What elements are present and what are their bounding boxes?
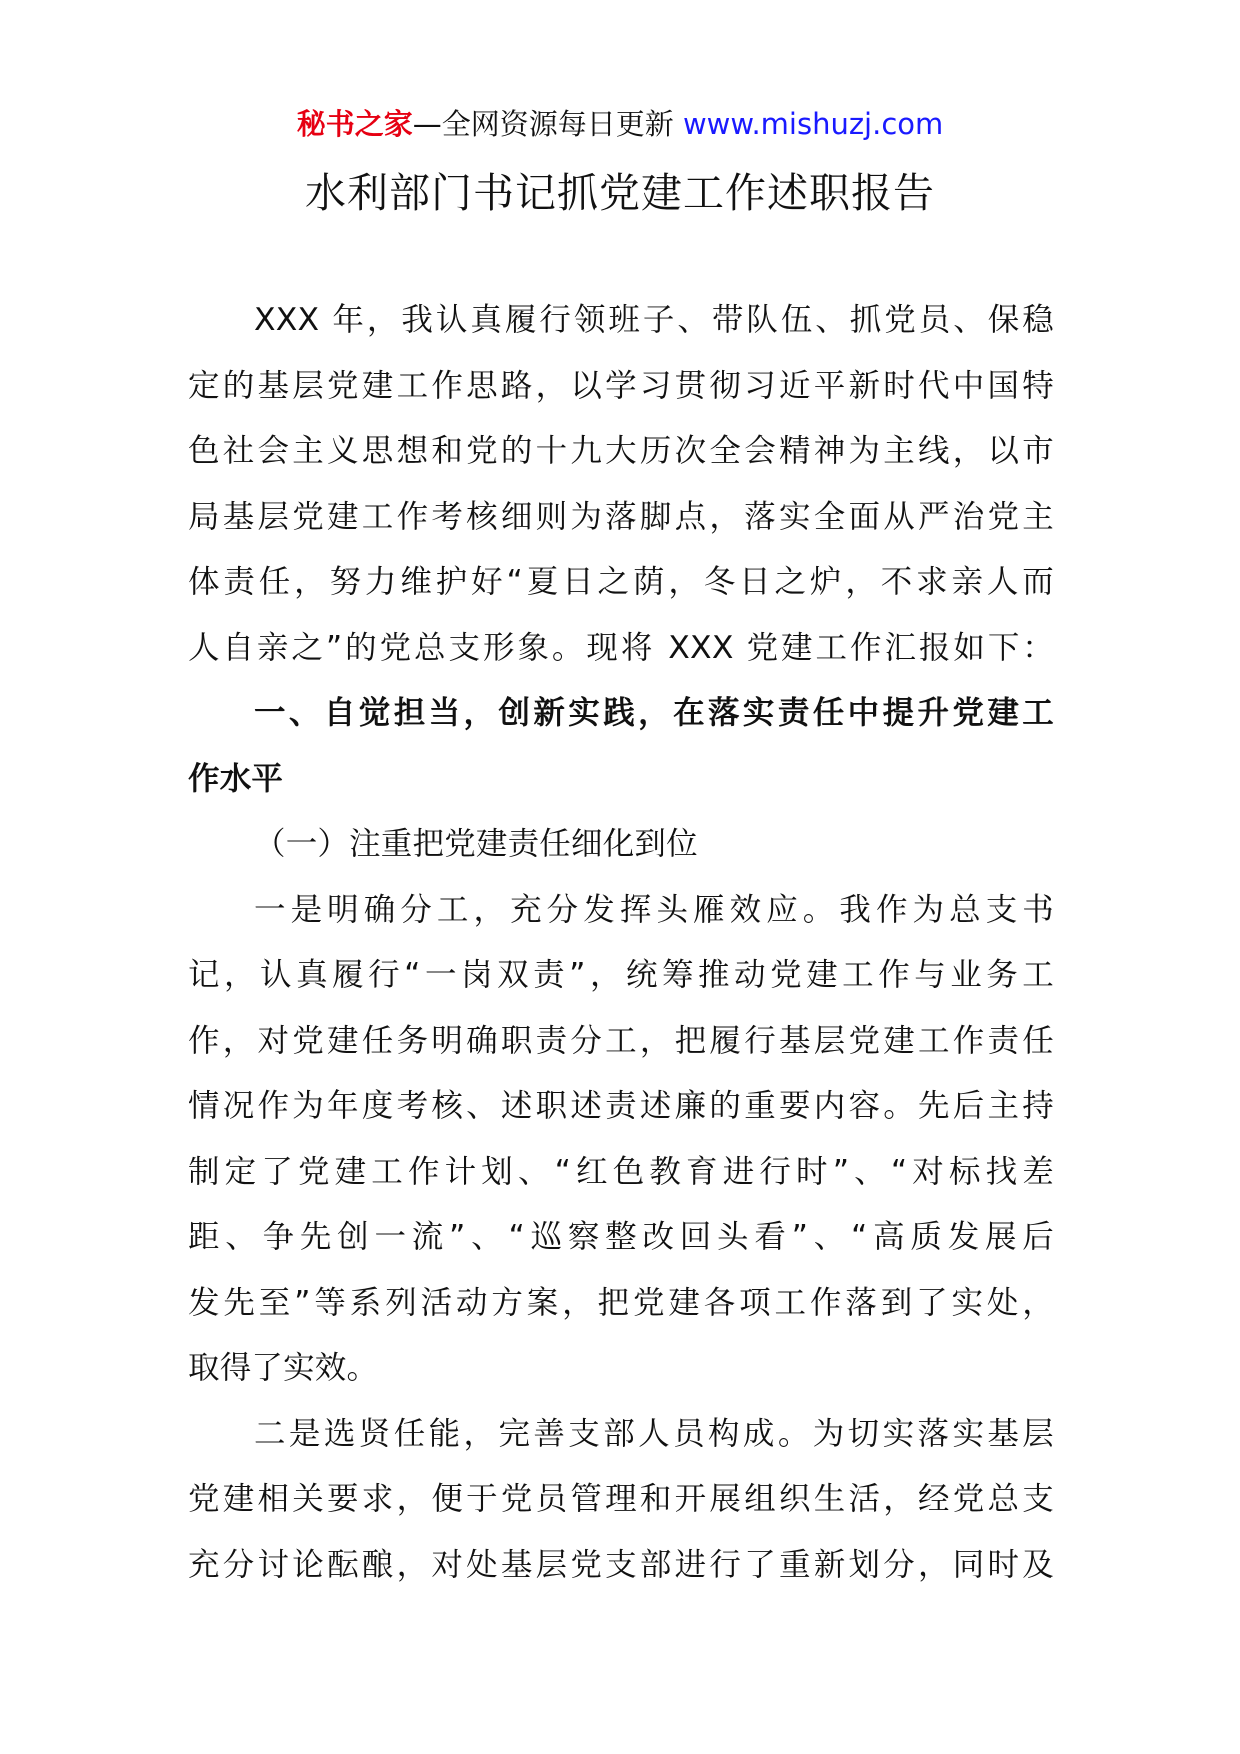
paragraph-line: 党建相关要求，便于党员管理和开展组织生活，经党总支 (188, 1481, 1054, 1517)
section-heading-line: 作水平 (188, 760, 284, 797)
paragraph-line: 情况作为年度考核、述职述责述廉的重要内容。先后主持 (188, 1088, 1054, 1124)
paragraph-line: 体责任，努力维护好“夏日之荫，冬日之炉，不求亲人而 (188, 564, 1054, 600)
document-body (188, 288, 1054, 1598)
paragraph-line: 定的基层党建工作思路，以学习贯彻习近平新时代中国特 (188, 367, 1054, 404)
paragraph-line: 距、争先创一流”、“巡察整改回头看”、“高质发展后 (188, 1219, 1054, 1255)
brand-name: 秘书之家 (296, 107, 413, 141)
paragraph-line: 充分讨论酝酿，对处基层党支部进行了重新划分，同时及 (188, 1546, 1054, 1583)
paragraph-line: 人自亲之”的党总支形象。现将 XXX 党建工作汇报如下： (188, 629, 1054, 666)
header-tagline: —全网资源每日更新 (412, 107, 683, 141)
document-title: 水利部门书记抓党建工作述职报告 (305, 169, 935, 217)
paragraph-line: 局基层党建工作考核细则为落脚点，落实全面从严治党主 (188, 498, 1054, 535)
paragraph-line: XXX 年，我认真履行领班子、带队伍、抓党员、保稳 (254, 302, 1054, 338)
paragraph-line: 作，对党建任务明确职责分工，把履行基层党建工作责任 (188, 1022, 1054, 1059)
paragraph-line: 发先至”等系列活动方案，把党建各项工作落到了实处， (188, 1284, 1054, 1321)
section-heading-line: 一、自觉担当，创新实践，在落实责任中提升党建工 (254, 695, 1054, 731)
subsection-heading: （一）注重把党建责任细化到位 (254, 826, 698, 862)
paragraph-line: 制定了党建工作计划、“红色教育进行时”、“对标找差 (188, 1153, 1054, 1190)
paragraph-line: 记，认真履行“一岗双责”，统筹推动党建工作与业务工 (188, 957, 1054, 993)
site-url-link[interactable]: www.mishuzj.com (682, 107, 944, 141)
paragraph-line: 一是明确分工，充分发挥头雁效应。我作为总支书 (254, 891, 1054, 928)
paragraph-line: 二是选贤任能，完善支部人员构成。为切实落实基层 (254, 1415, 1054, 1452)
paragraph-line: 取得了实效。 (188, 1350, 379, 1386)
paragraph-line: 色社会主义思想和党的十九大历次全会精神为主线，以市 (188, 433, 1054, 469)
site-header (0, 104, 1240, 144)
